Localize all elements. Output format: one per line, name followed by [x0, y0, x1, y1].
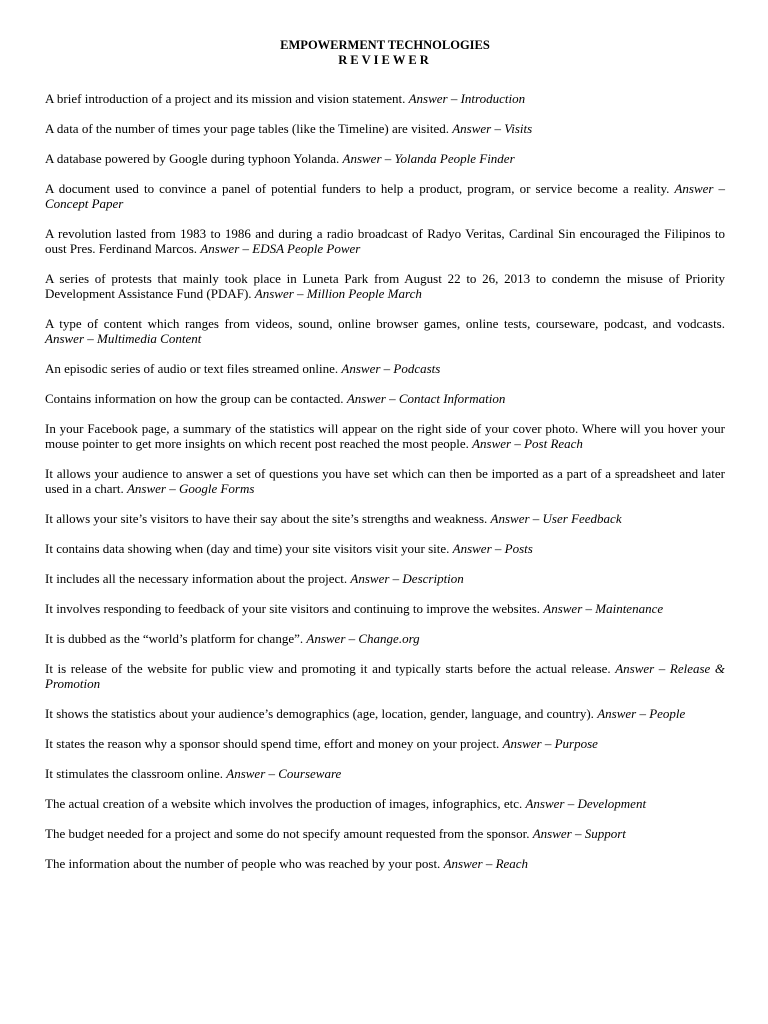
answer-text: Answer – Yolanda People Finder: [342, 151, 515, 166]
reviewer-item: [45, 766, 725, 781]
reviewer-item: [45, 226, 725, 256]
reviewer-item: [45, 826, 725, 841]
answer-text: Answer – Google Forms: [126, 481, 255, 496]
reviewer-item: [45, 316, 725, 346]
answer-text: Answer – Reach: [443, 856, 529, 871]
question-text: A revolution lasted from 1983 to 1986 and during a radio broadcast of Radyo Veritas, Cardinal Sin encouraged the Filipinos to oust Pres. Ferdinand Marcos.: [45, 226, 725, 256]
answer-text: Answer – Million People March: [254, 286, 422, 301]
question-text: A document used to convince a panel of potential funders to help a product, program, or service become a reality.: [45, 181, 670, 196]
reviewer-item: [45, 511, 725, 526]
question-text: It contains data showing when (day and time) your site visitors visit your site.: [45, 541, 450, 556]
question-text: A type of content which ranges from videos, sound, online browser games, online tests, courseware, podcast, and vodcasts.: [45, 316, 725, 331]
reviewer-item: [45, 421, 725, 451]
answer-text: Answer – Purpose: [502, 736, 598, 751]
answer-text: Answer – Support: [532, 826, 626, 841]
question-text: The actual creation of a website which involves the production of images, infographics, etc.: [45, 796, 523, 811]
document-page: [45, 38, 725, 886]
question-text: A brief introduction of a project and its mission and vision statement.: [45, 91, 406, 106]
reviewer-item: [45, 121, 725, 136]
question-text: Contains information on how the group can be contacted.: [45, 391, 344, 406]
document-title: EMPOWERMENT TECHNOLOGIES: [280, 38, 490, 52]
question-text: It states the reason why a sponsor should spend time, effort and money on your project.: [45, 736, 500, 751]
reviewer-item: [45, 466, 725, 496]
answer-text: Answer – Posts: [452, 541, 533, 556]
question-text: It involves responding to feedback of your site visitors and continuing to improve the websites.: [45, 601, 540, 616]
question-text: In your Facebook page, a summary of the statistics will appear on the right side of your cover photo. Where will you hover your mouse pointer to get more insights on which recent post reached the most people.: [45, 421, 725, 451]
answer-text: Answer – User Feedback: [490, 511, 622, 526]
answer-text: Answer – Courseware: [226, 766, 342, 781]
document-subtitle: REVIEWER: [338, 53, 432, 67]
reviewer-item: [45, 796, 725, 811]
answer-text: Answer – Description: [350, 571, 464, 586]
reviewer-item: [45, 571, 725, 586]
question-text: The information about the number of people who was reached by your post.: [45, 856, 441, 871]
answer-text: Answer – People: [597, 706, 686, 721]
answer-text: Answer – Post Reach: [472, 436, 583, 451]
answer-text: Answer – Development: [525, 796, 647, 811]
question-text: The budget needed for a project and some do not specify amount requested from the sponsor.: [45, 826, 530, 841]
reviewer-item: [45, 631, 725, 646]
reviewer-item: [45, 181, 725, 211]
answer-text: Answer – Release & Promotion: [45, 661, 725, 691]
reviewer-item: [45, 91, 725, 106]
question-text: It allows your audience to answer a set of questions you have set which can then be imported as a part of a spreadsheet and later used in a chart.: [45, 466, 725, 496]
reviewer-item: [45, 541, 725, 556]
answer-text: Answer – Multimedia Content: [45, 331, 202, 346]
reviewer-item: [45, 391, 725, 406]
answer-text: Answer – Podcasts: [341, 361, 441, 376]
answer-text: Answer – Maintenance: [543, 601, 664, 616]
answer-text: Answer – Change.org: [306, 631, 420, 646]
answer-text: Answer – EDSA People Power: [200, 241, 361, 256]
question-text: A data of the number of times your page tables (like the Timeline) are visited.: [45, 121, 449, 136]
question-text: A database powered by Google during typhoon Yolanda.: [45, 151, 340, 166]
question-text: A series of protests that mainly took place in Luneta Park from August 22 to 26, 2013 to condemn the misuse of Priority Development Assistance Fund (PDAF).: [45, 271, 725, 301]
question-text: It shows the statistics about your audience’s demographics (age, location, gender, language, and country).: [45, 706, 594, 721]
answer-text: Answer – Introduction: [408, 91, 526, 106]
reviewer-item: [45, 736, 725, 751]
reviewer-item: [45, 706, 725, 721]
question-text: It stimulates the classroom online.: [45, 766, 223, 781]
answer-text: Answer – Contact Information: [346, 391, 506, 406]
question-text: It is release of the website for public view and promoting it and typically starts before the actual release.: [45, 661, 611, 676]
answer-text: Answer – Concept Paper: [45, 181, 726, 211]
question-text: It allows your site’s visitors to have their say about the site’s strengths and weakness.: [45, 511, 488, 526]
reviewer-item: [45, 661, 725, 691]
answer-text: Answer – Visits: [452, 121, 533, 136]
reviewer-item: [45, 151, 725, 166]
question-text: It includes all the necessary information about the project.: [45, 571, 348, 586]
reviewer-item: [45, 361, 725, 376]
question-text: An episodic series of audio or text files streamed online.: [45, 361, 339, 376]
reviewer-item: [45, 271, 725, 301]
question-text: It is dubbed as the “world’s platform for change”.: [45, 631, 304, 646]
reviewer-item: [45, 856, 725, 871]
reviewer-list: [45, 91, 725, 871]
reviewer-item: [45, 601, 725, 616]
